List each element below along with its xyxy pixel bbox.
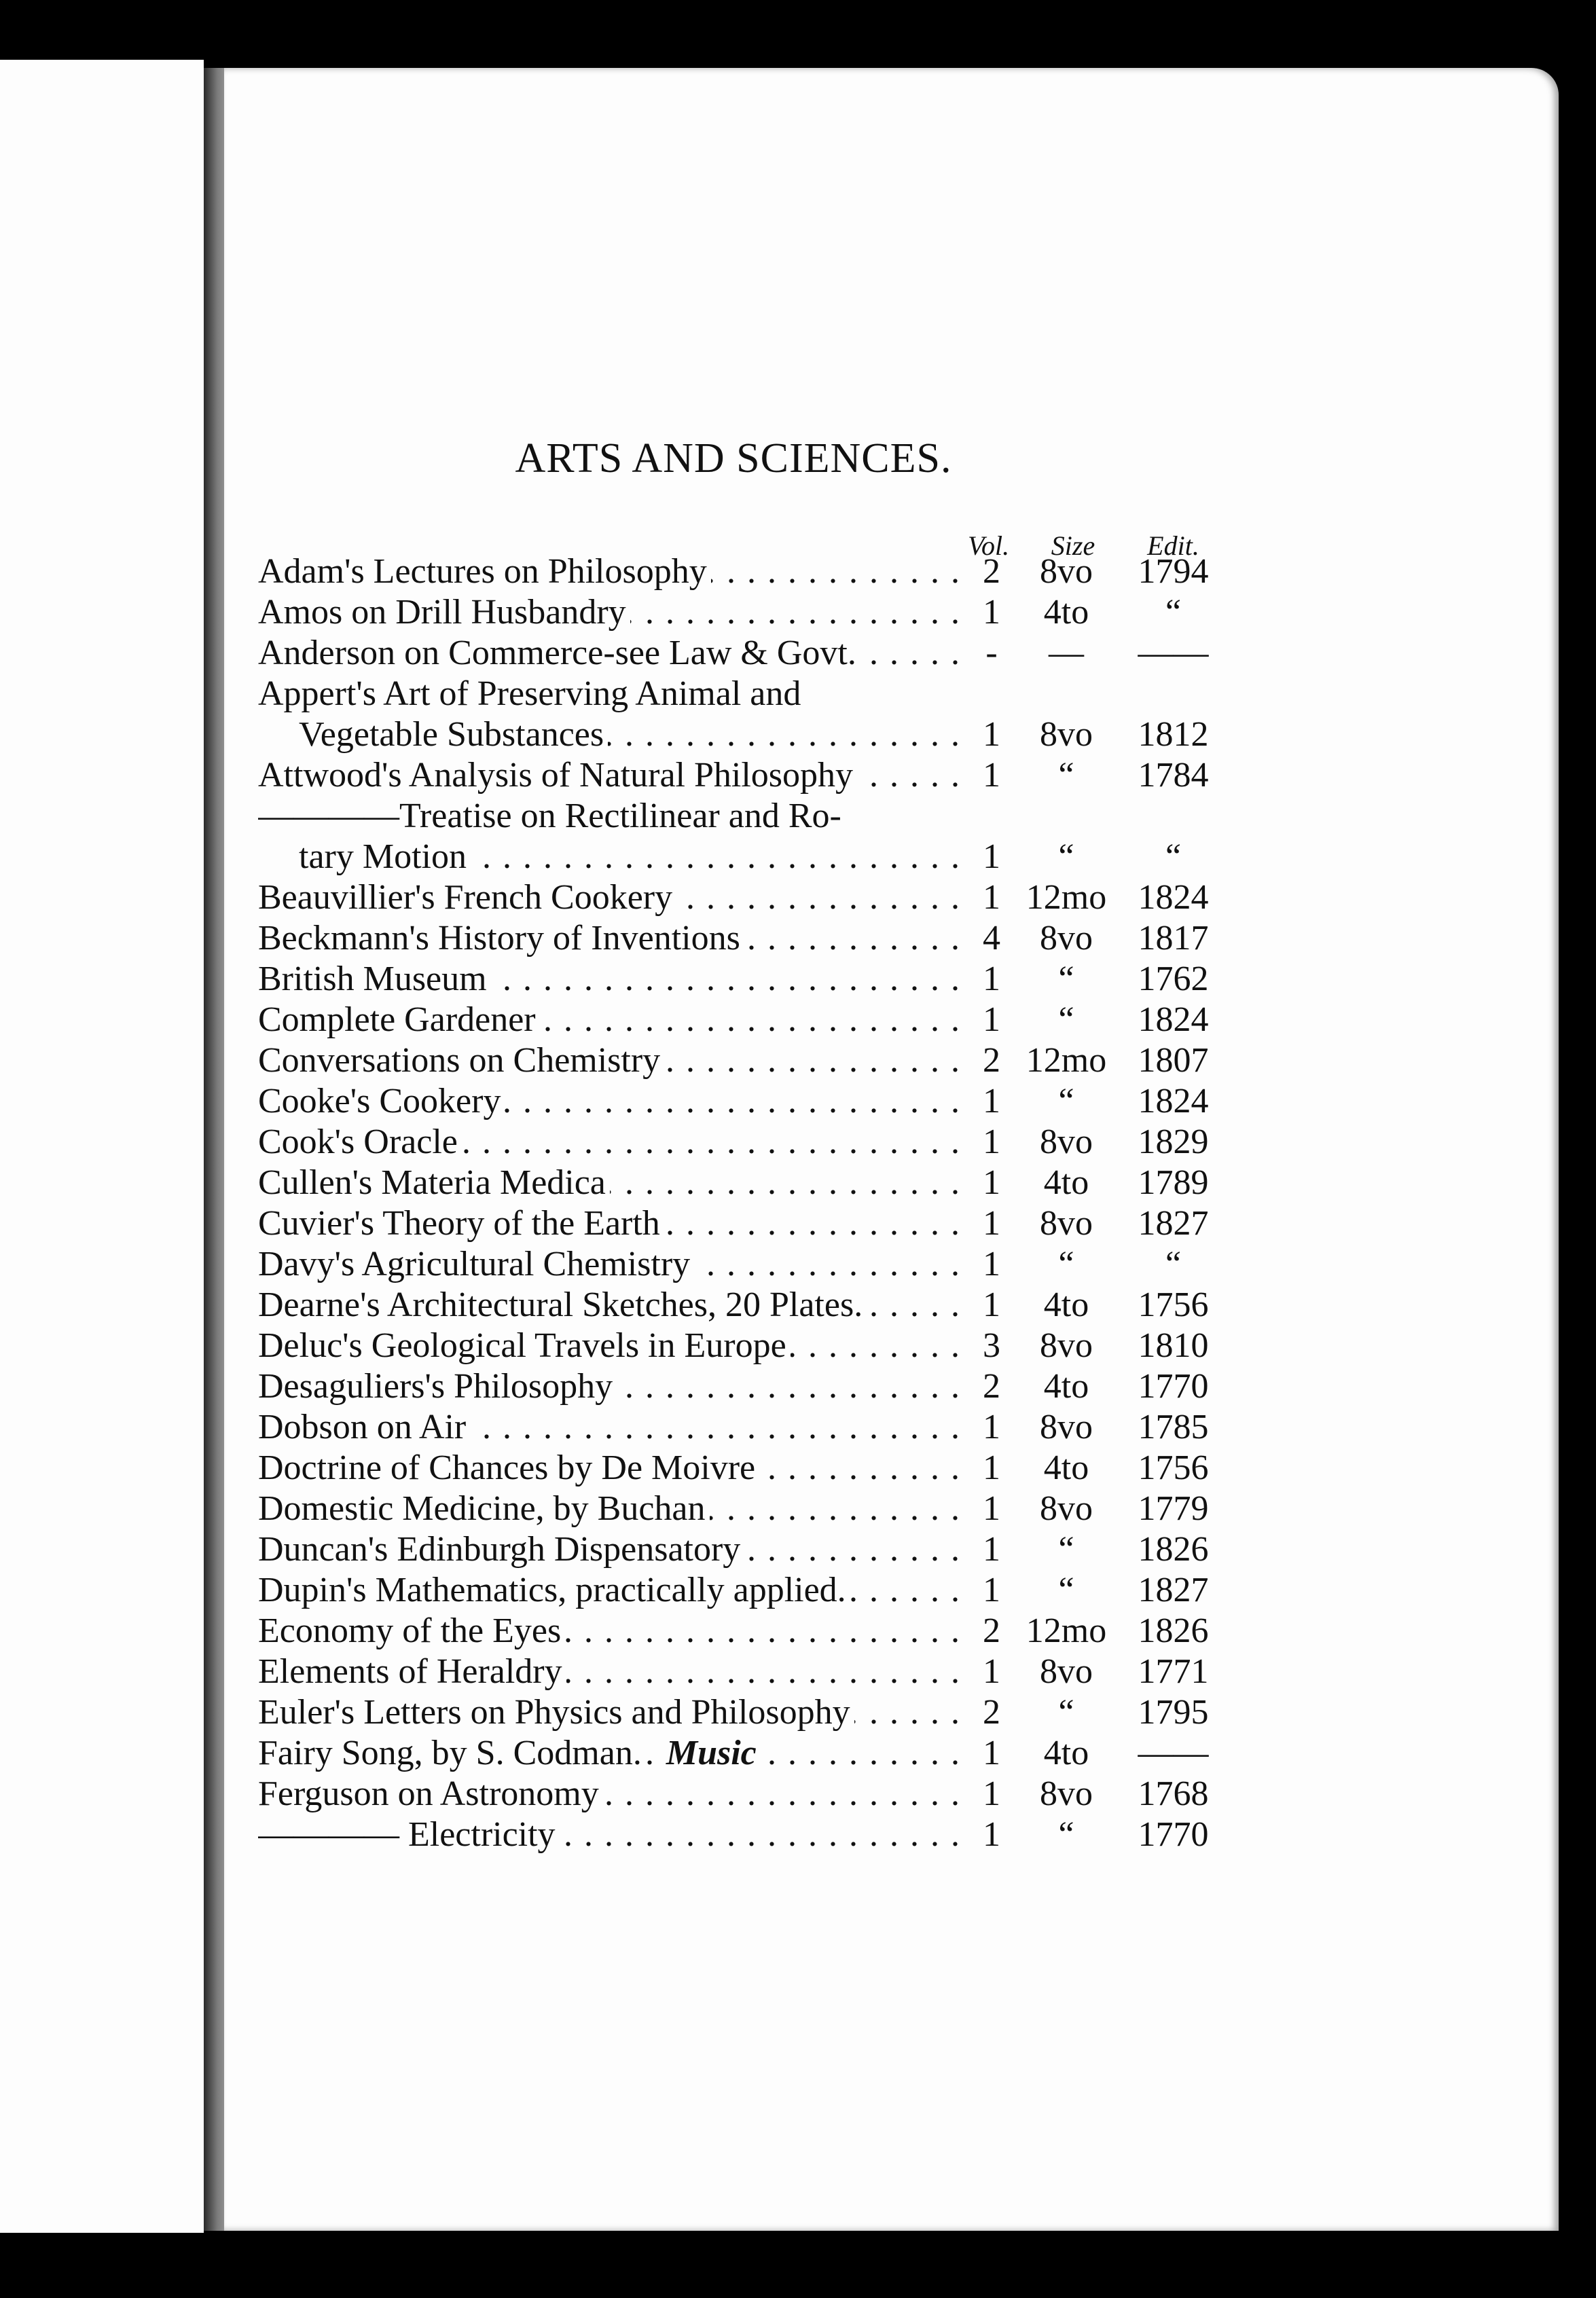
entry-title: Vegetable Substances [299,714,608,755]
catalog-entry [258,592,1222,633]
catalog-entry [258,633,1222,674]
entry-title: British Museum [258,959,491,1000]
catalog-entry [258,1244,1222,1285]
entry-volumes: 1 [983,756,1000,795]
entry-size: 8vo [1040,1408,1093,1446]
entry-edition-year: 1817 [1138,919,1209,958]
catalog-entry [258,1489,1222,1529]
entry-edition-year: “ [1165,1245,1182,1283]
catalog-entry [258,796,1222,837]
entry-title: Adam's Lectures on Philosophy [258,551,711,592]
entry-size: “ [1058,1571,1074,1609]
entry-title: Anderson on Commerce-see Law & Govt. [258,633,860,674]
catalog-entry [258,1163,1222,1203]
entry-title: Conversations on Chemistry [258,1040,664,1081]
entry-title: Appert's Art of Preserving Animal and [258,674,805,714]
entry-size: 8vo [1040,1204,1093,1243]
entry-volumes: 1 [983,1571,1000,1609]
entry-title: Complete Gardener [258,1000,540,1040]
catalog-entry [258,1285,1222,1326]
entry-edition-year: 1768 [1138,1774,1209,1813]
entry-size: 8vo [1040,1123,1093,1161]
entry-size: “ [1058,960,1074,998]
entry-edition-year: 1826 [1138,1530,1209,1569]
catalog-entry [258,755,1222,796]
entry-volumes: 1 [983,1652,1000,1691]
entry-size: 12mo [1026,878,1107,917]
entry-volumes: 2 [983,1693,1000,1732]
catalog-entry [258,1814,1222,1855]
catalog-entry [258,877,1222,918]
entry-note: Music [666,1733,761,1774]
catalog-entry [258,1122,1222,1163]
entry-size: 12mo [1026,1041,1107,1080]
entry-edition-year: 1812 [1138,715,1209,754]
entry-edition-year: 1785 [1138,1408,1209,1446]
entry-edition-year: 1756 [1138,1285,1209,1324]
catalog-entry [258,1326,1222,1366]
catalog-entry [258,1407,1222,1448]
entry-volumes: 1 [983,1082,1000,1120]
catalog-entry [258,1529,1222,1570]
entry-edition-year: 1824 [1138,878,1209,917]
entry-size: 4to [1043,1734,1089,1772]
entry-volumes: 2 [983,1367,1000,1406]
entry-size: 8vo [1040,919,1093,958]
entry-volumes: 1 [983,1408,1000,1446]
facing-page-edge [0,60,204,2233]
page-title: ARTS AND SCIENCES. [515,435,952,481]
entry-title: Domestic Medicine, by Buchan [258,1489,710,1529]
entry-volumes: 1 [983,1815,1000,1854]
entry-size: 8vo [1040,715,1093,754]
entry-title: Attwood's Analysis of Natural Philosophy [258,755,857,796]
entry-volumes: 2 [983,552,1000,591]
entry-title: tary Motion [299,837,471,877]
entry-volumes: 1 [983,1204,1000,1243]
entry-edition-year: 1771 [1138,1652,1209,1691]
entry-volumes: 3 [983,1326,1000,1365]
entry-volumes: 1 [983,1489,1000,1528]
entry-volumes: 2 [983,1611,1000,1650]
entry-title: Cullen's Materia Medica [258,1163,610,1203]
catalog-entry [258,674,1222,714]
entry-edition-year: 1770 [1138,1367,1209,1406]
entry-edition-year: 1756 [1138,1448,1209,1487]
entry-title: Economy of the Eyes [258,1611,565,1652]
entry-title: Euler's Letters on Physics and Philosophy [258,1692,854,1733]
entry-volumes: 1 [983,960,1000,998]
entry-volumes: 1 [983,837,1000,876]
column-header-edit: Edit. [1147,530,1199,561]
entry-edition-year: 1827 [1138,1204,1209,1243]
entry-size: 4to [1043,593,1089,632]
catalog-entry [258,1366,1222,1407]
catalog-entry [258,1570,1222,1611]
entry-edition-year: 1827 [1138,1571,1209,1609]
column-header-vol: Vol. [968,530,1010,561]
entry-edition-year: 1826 [1138,1611,1209,1650]
entry-volumes: 1 [983,1734,1000,1772]
entry-size: “ [1058,1000,1074,1039]
entry-title: Amos on Drill Husbandry [258,592,630,633]
entry-size: “ [1058,1530,1074,1569]
entry-size: 8vo [1040,1326,1093,1365]
entry-title: Ferguson on Astronomy [258,1774,603,1814]
entry-size: 4to [1043,1367,1089,1406]
catalog-entry [258,918,1222,959]
entry-edition-year: “ [1165,593,1182,632]
entry-edition-year: 1779 [1138,1489,1209,1528]
entry-size: 4to [1043,1285,1089,1324]
entry-edition-year: 1795 [1138,1693,1209,1732]
entry-size: 12mo [1026,1611,1107,1650]
entry-edition-year: 1824 [1138,1082,1209,1120]
entry-size: “ [1058,837,1074,876]
entry-edition-year: —— [1138,1734,1209,1772]
entry-title: Fairy Song, by S. Codman. [258,1733,646,1774]
entry-size: 8vo [1040,552,1093,591]
entry-size: 4to [1043,1163,1089,1202]
entry-size: “ [1058,1693,1074,1732]
catalog-entry [258,551,1222,592]
catalog-entry [258,1000,1222,1040]
entry-size: “ [1058,756,1074,795]
catalog-entry [258,1448,1222,1489]
entry-volumes: 1 [983,715,1000,754]
entry-volumes: 1 [983,593,1000,632]
entry-title: Doctrine of Chances by De Moivre [258,1448,759,1489]
catalog-entries [258,551,1222,1855]
catalog-entry [258,1611,1222,1652]
entry-edition-year: 1810 [1138,1326,1209,1365]
entry-title: Cooke's Cookery [258,1081,505,1122]
catalog-entry [258,1692,1222,1733]
entry-size: — [1049,634,1084,672]
entry-edition-year: 1829 [1138,1123,1209,1161]
entry-size: 4to [1043,1448,1089,1487]
entry-title: Elements of Heraldry [258,1652,566,1692]
entry-title: Davy's Agricultural Chemistry [258,1244,694,1285]
entry-title: Duncan's Edinburgh Dispensatory [258,1529,744,1570]
entry-volumes: 1 [983,1245,1000,1283]
entry-edition-year: 1770 [1138,1815,1209,1854]
entry-title: Desaguliers's Philosophy [258,1366,617,1407]
catalog-entry [258,714,1222,755]
entry-title: Dobson on Air [258,1407,470,1448]
entry-title: Cook's Oracle [258,1122,462,1163]
entry-volumes: 1 [983,1285,1000,1324]
entry-size: 8vo [1040,1774,1093,1813]
entry-title: Beckmann's History of Inventions [258,918,744,959]
entry-volumes: 1 [983,1530,1000,1569]
entry-volumes: 2 [983,1041,1000,1080]
catalog-entry [258,837,1222,877]
entry-volumes: 1 [983,1448,1000,1487]
entry-size: “ [1058,1245,1074,1283]
entry-size: “ [1058,1082,1074,1120]
entry-title: Cuvier's Theory of the Earth [258,1203,664,1244]
entry-title: Beauvillier's French Cookery [258,877,676,918]
catalog-entry [258,1774,1222,1814]
entry-volumes: 1 [983,1000,1000,1039]
entry-size: 8vo [1040,1489,1093,1528]
catalog-entry [258,1040,1222,1081]
entry-edition-year: 1762 [1138,960,1209,998]
entry-edition-year: 1784 [1138,756,1209,795]
entry-volumes: 4 [983,919,1000,958]
entry-title: ————Treatise on Rectilinear and Ro- [258,796,846,837]
entry-edition-year: 1824 [1138,1000,1209,1039]
entry-size: “ [1058,1815,1074,1854]
entry-edition-year: 1794 [1138,552,1209,591]
entry-edition-year: —— [1138,634,1209,672]
entry-volumes: 1 [983,1123,1000,1161]
entry-size: 8vo [1040,1652,1093,1691]
catalog-entry [258,1203,1222,1244]
catalog-entry [258,1733,1222,1774]
entry-title: Dearne's Architectural Sketches, 20 Plates. [258,1285,867,1326]
entry-title: Dupin's Mathematics, practically applied. [258,1570,850,1611]
entry-edition-year: 1807 [1138,1041,1209,1080]
catalog-entry [258,959,1222,1000]
entry-volumes: 1 [983,878,1000,917]
entry-volumes: 1 [983,1163,1000,1202]
entry-title: Deluc's Geological Travels in Europe [258,1326,791,1366]
entry-volumes: 1 [983,1774,1000,1813]
catalog-entry [258,1652,1222,1692]
entry-title: ———— Electricity [258,1814,560,1855]
column-header-size: Size [1051,530,1095,561]
catalog-entry [258,1081,1222,1122]
entry-volumes: - [985,634,998,672]
entry-edition-year: “ [1165,837,1182,876]
entry-edition-year: 1789 [1138,1163,1209,1202]
